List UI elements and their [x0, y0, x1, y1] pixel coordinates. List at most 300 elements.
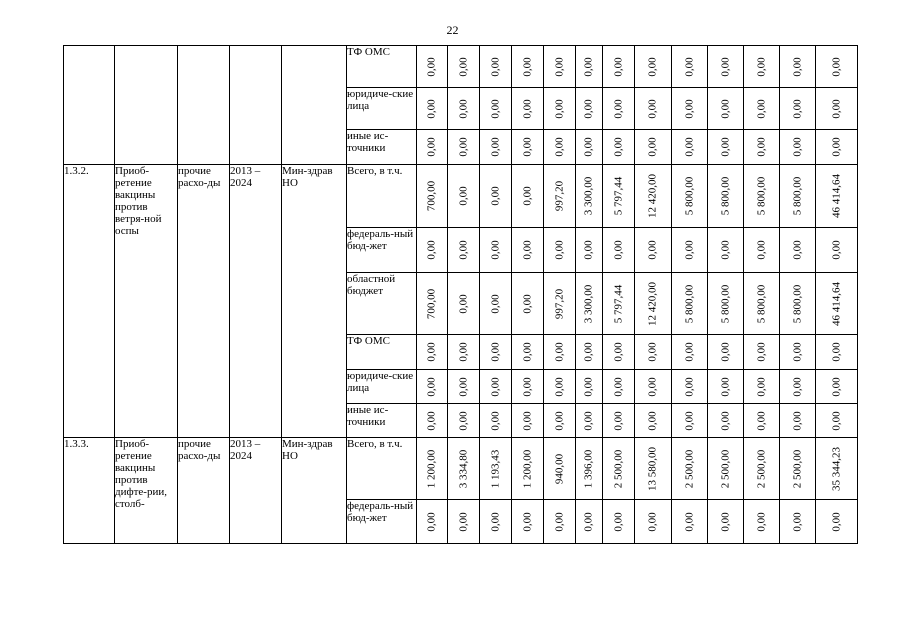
value-cell [448, 130, 480, 165]
value-text: 0,00 [553, 410, 565, 431]
value-cell [744, 165, 780, 228]
value-text: 0,00 [582, 137, 595, 157]
value-text: 0,00 [489, 376, 501, 397]
value-cell [603, 165, 635, 228]
value-cell [576, 438, 603, 500]
value-cell [780, 404, 816, 438]
value-text: 5 800,00 [791, 176, 803, 216]
value-cell [603, 273, 635, 335]
value-text: 0,00 [791, 98, 803, 119]
value-text: 0,00 [553, 98, 565, 119]
value-text: 0,00 [425, 410, 438, 431]
value-cell [744, 273, 780, 335]
value-text: 0,00 [553, 342, 565, 362]
value-text: 0,00 [553, 511, 565, 532]
value-cell [544, 404, 576, 438]
value-cell [635, 46, 672, 88]
value-text: 0,00 [830, 410, 842, 431]
value-cell [780, 438, 816, 500]
value-text: 0,00 [425, 56, 438, 77]
value-cell [672, 500, 708, 544]
value-text: 2 500,00 [719, 449, 731, 488]
value-text: 12 420,00 [646, 281, 659, 326]
value-text: 0,00 [425, 342, 438, 362]
value-cell [417, 438, 448, 500]
value-cell [544, 335, 576, 370]
value-cell [576, 88, 603, 130]
value-cell [544, 88, 576, 130]
expense-type-cell: прочие расхо-ды [178, 165, 230, 438]
value-text: 0,00 [683, 137, 695, 157]
value-cell [816, 500, 858, 544]
executor-cell [282, 46, 347, 165]
value-text: 0,00 [683, 342, 695, 362]
value-text: 0,00 [646, 376, 659, 397]
value-text: 0,00 [457, 410, 469, 431]
value-cell [448, 88, 480, 130]
table-row [64, 438, 858, 500]
value-cell [603, 404, 635, 438]
value-text: 0,00 [755, 376, 767, 397]
value-text: 0,00 [646, 511, 659, 532]
value-cell [708, 370, 744, 404]
value-cell [448, 165, 480, 228]
value-text: 0,00 [521, 240, 533, 260]
value-cell [708, 335, 744, 370]
value-cell [635, 370, 672, 404]
value-text: 5 800,00 [719, 284, 731, 323]
value-cell [744, 500, 780, 544]
value-cell [635, 165, 672, 228]
value-cell [576, 404, 603, 438]
value-cell [780, 273, 816, 335]
value-cell [512, 88, 544, 130]
value-text: 0,00 [683, 240, 695, 260]
value-cell [744, 88, 780, 130]
value-text: 0,00 [425, 376, 438, 397]
budget-table [63, 45, 858, 544]
value-cell [480, 165, 512, 228]
value-text: 0,00 [425, 240, 438, 260]
value-cell [512, 165, 544, 228]
value-cell [816, 438, 858, 500]
value-text: 1 200,00 [521, 449, 533, 488]
funding-source-cell: Всего, в т.ч. [347, 438, 417, 500]
value-cell [480, 500, 512, 544]
value-text: 0,00 [683, 511, 695, 532]
value-text: 2 500,00 [755, 449, 767, 488]
value-text: 3 300,00 [582, 284, 595, 323]
value-text: 0,00 [791, 240, 803, 260]
value-cell [672, 404, 708, 438]
value-cell [672, 228, 708, 273]
value-text: 0,00 [582, 56, 595, 77]
value-text: 0,00 [489, 342, 501, 362]
value-text: 0,00 [683, 376, 695, 397]
item-number-cell: 1.3.2. [64, 165, 115, 438]
value-text: 0,00 [457, 342, 469, 362]
value-text: 0,00 [719, 410, 731, 431]
value-text: 0,00 [582, 376, 595, 397]
value-cell [672, 46, 708, 88]
value-cell [576, 335, 603, 370]
value-cell [544, 500, 576, 544]
value-text: 0,00 [553, 56, 565, 77]
value-cell [780, 165, 816, 228]
value-cell [512, 370, 544, 404]
funding-source-cell: юридиче-ские лица [347, 88, 417, 130]
value-text: 5 800,00 [683, 176, 695, 216]
value-cell [480, 370, 512, 404]
value-text: 0,00 [457, 240, 469, 260]
value-text: 0,00 [457, 293, 469, 314]
value-cell [744, 370, 780, 404]
value-cell [544, 273, 576, 335]
value-text: 12 420,00 [646, 174, 659, 218]
value-cell [708, 438, 744, 500]
value-cell [744, 335, 780, 370]
value-cell [780, 88, 816, 130]
page-number: 22 [446, 23, 459, 37]
value-text: 0,00 [489, 410, 501, 431]
value-cell [576, 130, 603, 165]
value-text: 0,00 [521, 410, 533, 431]
period-cell: 2013 – 2024 [230, 165, 282, 438]
value-text: 3 300,00 [582, 176, 595, 216]
value-text: 0,00 [719, 240, 731, 260]
value-cell [780, 46, 816, 88]
value-cell [544, 130, 576, 165]
value-text: 0,00 [612, 98, 624, 119]
value-cell [512, 404, 544, 438]
value-cell [708, 88, 744, 130]
value-text: 0,00 [489, 293, 501, 314]
value-text: 0,00 [830, 137, 842, 157]
value-cell [603, 228, 635, 273]
value-cell [708, 273, 744, 335]
value-text: 0,00 [553, 137, 565, 157]
value-cell [448, 273, 480, 335]
value-text: 0,00 [719, 98, 731, 119]
value-text: 0,00 [830, 376, 842, 397]
value-cell [480, 404, 512, 438]
value-text: 0,00 [457, 137, 469, 157]
value-text: 0,00 [521, 293, 533, 314]
value-cell [816, 130, 858, 165]
value-cell [417, 46, 448, 88]
value-cell [672, 165, 708, 228]
value-cell [480, 335, 512, 370]
value-text: 0,00 [830, 240, 842, 260]
value-text: 0,00 [719, 376, 731, 397]
funding-source-cell: ТФ ОМС [347, 46, 417, 88]
value-text: 0,00 [755, 98, 767, 119]
value-cell [480, 228, 512, 273]
value-text: 0,00 [791, 410, 803, 431]
value-cell [635, 228, 672, 273]
value-text: 0,00 [521, 511, 533, 532]
value-text: 0,00 [457, 56, 469, 77]
value-cell [448, 228, 480, 273]
value-text: 0,00 [582, 342, 595, 362]
value-text: 5 800,00 [683, 284, 695, 323]
expense-type-cell [178, 46, 230, 165]
value-text: 5 800,00 [719, 176, 731, 216]
value-cell [576, 165, 603, 228]
value-text: 3 334,80 [457, 449, 469, 488]
value-text: 35 344,23 [830, 446, 842, 491]
value-cell [780, 228, 816, 273]
value-cell [780, 335, 816, 370]
value-text: 997,20 [553, 180, 565, 212]
value-text: 0,00 [489, 56, 501, 77]
funding-source-cell: областной бюджет [347, 273, 417, 335]
value-cell [708, 500, 744, 544]
value-cell [544, 165, 576, 228]
value-text: 1 193,43 [489, 449, 501, 488]
value-text: 0,00 [521, 186, 533, 206]
executor-cell: Мин-здрав НО [282, 438, 347, 544]
value-cell [417, 404, 448, 438]
value-cell [448, 438, 480, 500]
value-cell [744, 130, 780, 165]
funding-source-cell: иные ис-точники [347, 130, 417, 165]
value-text: 0,00 [612, 410, 624, 431]
value-text: 0,00 [791, 342, 803, 362]
value-cell [448, 500, 480, 544]
funding-source-cell: Всего, в т.ч. [347, 165, 417, 228]
item-name-cell: Приоб-ретение вакцины против дифте-рии, столб- [115, 438, 178, 544]
value-cell [480, 88, 512, 130]
value-cell [417, 370, 448, 404]
value-cell [512, 273, 544, 335]
period-cell: 2013 – 2024 [230, 438, 282, 544]
value-text: 2 500,00 [612, 449, 624, 488]
value-cell [672, 273, 708, 335]
value-text: 0,00 [683, 56, 695, 77]
value-cell [480, 273, 512, 335]
value-text: 0,00 [755, 410, 767, 431]
funding-source-cell: иные ис-точники [347, 404, 417, 438]
value-cell [744, 438, 780, 500]
period-cell [230, 46, 282, 165]
funding-source-cell: федераль-ный бюд-жет [347, 228, 417, 273]
value-text: 0,00 [521, 56, 533, 77]
value-cell [744, 228, 780, 273]
value-cell [672, 438, 708, 500]
value-cell [417, 130, 448, 165]
value-text: 0,00 [489, 137, 501, 157]
value-cell [512, 46, 544, 88]
value-cell [417, 273, 448, 335]
value-text: 0,00 [830, 98, 842, 119]
value-cell [417, 500, 448, 544]
value-cell [576, 370, 603, 404]
value-cell [816, 228, 858, 273]
expense-type-cell: прочие расхо-ды [178, 438, 230, 544]
value-cell [672, 88, 708, 130]
value-cell [816, 88, 858, 130]
value-cell [417, 165, 448, 228]
value-cell [603, 500, 635, 544]
value-text: 0,00 [830, 342, 842, 362]
value-cell [603, 438, 635, 500]
value-text: 0,00 [683, 98, 695, 119]
value-cell [744, 46, 780, 88]
value-text: 46 414,64 [830, 281, 842, 326]
value-text: 0,00 [646, 137, 659, 157]
value-cell [708, 165, 744, 228]
value-cell [448, 370, 480, 404]
value-text: 0,00 [582, 240, 595, 260]
value-cell [576, 46, 603, 88]
number-cell [64, 46, 115, 165]
value-text: 0,00 [830, 56, 842, 77]
value-cell [635, 500, 672, 544]
value-text: 0,00 [425, 98, 438, 119]
value-cell [708, 46, 744, 88]
value-cell [512, 500, 544, 544]
value-text: 0,00 [582, 410, 595, 431]
value-cell [708, 404, 744, 438]
value-text: 0,00 [489, 98, 501, 119]
value-cell [544, 228, 576, 273]
value-text: 0,00 [521, 98, 533, 119]
value-cell [544, 438, 576, 500]
name-cell [115, 46, 178, 165]
value-text: 0,00 [646, 98, 659, 119]
value-cell [448, 46, 480, 88]
value-cell [417, 88, 448, 130]
value-text: 0,00 [457, 186, 469, 206]
value-cell [480, 130, 512, 165]
value-cell [417, 228, 448, 273]
value-text: 2 500,00 [683, 449, 695, 488]
funding-source-cell: юридиче-ские лица [347, 370, 417, 404]
value-text: 0,00 [612, 511, 624, 532]
value-cell [816, 273, 858, 335]
value-cell [635, 404, 672, 438]
value-text: 0,00 [553, 240, 565, 260]
value-cell [448, 335, 480, 370]
value-text: 0,00 [646, 342, 659, 362]
value-text: 0,00 [683, 410, 695, 431]
value-text: 0,00 [755, 342, 767, 362]
value-cell [780, 370, 816, 404]
value-cell [672, 370, 708, 404]
value-text: 1 200,00 [425, 449, 438, 488]
value-text: 0,00 [719, 342, 731, 362]
value-text: 0,00 [489, 240, 501, 260]
table-row [64, 46, 858, 88]
value-text: 0,00 [582, 511, 595, 532]
value-text: 2 500,00 [791, 449, 803, 488]
value-cell [576, 273, 603, 335]
value-cell [603, 370, 635, 404]
value-cell [780, 130, 816, 165]
value-cell [544, 46, 576, 88]
value-text: 5 800,00 [755, 176, 767, 216]
value-text: 0,00 [425, 511, 438, 532]
value-text: 0,00 [612, 240, 624, 260]
value-cell [635, 130, 672, 165]
value-cell [816, 404, 858, 438]
table-row [64, 165, 858, 228]
value-cell [576, 500, 603, 544]
value-cell [512, 228, 544, 273]
value-text: 46 414,64 [830, 174, 842, 218]
value-cell [603, 46, 635, 88]
value-text: 5 797,44 [612, 176, 624, 216]
value-cell [512, 130, 544, 165]
value-text: 0,00 [755, 240, 767, 260]
value-cell [635, 335, 672, 370]
value-text: 0,00 [521, 342, 533, 362]
value-text: 0,00 [553, 376, 565, 397]
value-text: 0,00 [612, 376, 624, 397]
value-cell [816, 335, 858, 370]
value-text: 0,00 [425, 137, 438, 157]
value-text: 700,00 [425, 288, 438, 319]
value-cell [635, 438, 672, 500]
value-text: 0,00 [612, 137, 624, 157]
value-text: 0,00 [791, 137, 803, 157]
funding-source-cell: федераль-ный бюд-жет [347, 500, 417, 544]
value-cell [417, 335, 448, 370]
value-text: 940,00 [553, 453, 565, 484]
value-cell [544, 370, 576, 404]
value-text: 0,00 [791, 56, 803, 77]
value-text: 0,00 [612, 56, 624, 77]
value-text: 0,00 [719, 511, 731, 532]
value-text: 0,00 [791, 376, 803, 397]
value-text: 0,00 [521, 376, 533, 397]
value-cell [576, 228, 603, 273]
value-cell [816, 165, 858, 228]
value-cell [744, 404, 780, 438]
executor-cell: Мин-здрав НО [282, 165, 347, 438]
value-cell [708, 130, 744, 165]
value-text: 5 800,00 [755, 284, 767, 323]
value-text: 1 396,00 [582, 449, 595, 488]
value-cell [816, 46, 858, 88]
value-text: 0,00 [755, 56, 767, 77]
value-text: 0,00 [489, 186, 501, 206]
value-cell [816, 370, 858, 404]
value-cell [512, 438, 544, 500]
value-text: 5 800,00 [791, 284, 803, 323]
value-text: 0,00 [755, 511, 767, 532]
funding-source-cell: ТФ ОМС [347, 335, 417, 370]
value-text: 0,00 [646, 410, 659, 431]
value-cell [512, 335, 544, 370]
value-cell [672, 335, 708, 370]
value-text: 0,00 [719, 137, 731, 157]
value-text: 5 797,44 [612, 284, 624, 323]
value-cell [708, 228, 744, 273]
value-text: 0,00 [791, 511, 803, 532]
value-text: 0,00 [521, 137, 533, 157]
value-text: 0,00 [457, 376, 469, 397]
value-text: 0,00 [582, 98, 595, 119]
value-text: 0,00 [457, 98, 469, 119]
value-cell [603, 88, 635, 130]
value-text: 0,00 [489, 511, 501, 532]
value-text: 0,00 [457, 511, 469, 532]
value-cell [448, 404, 480, 438]
value-cell [603, 335, 635, 370]
value-cell [672, 130, 708, 165]
